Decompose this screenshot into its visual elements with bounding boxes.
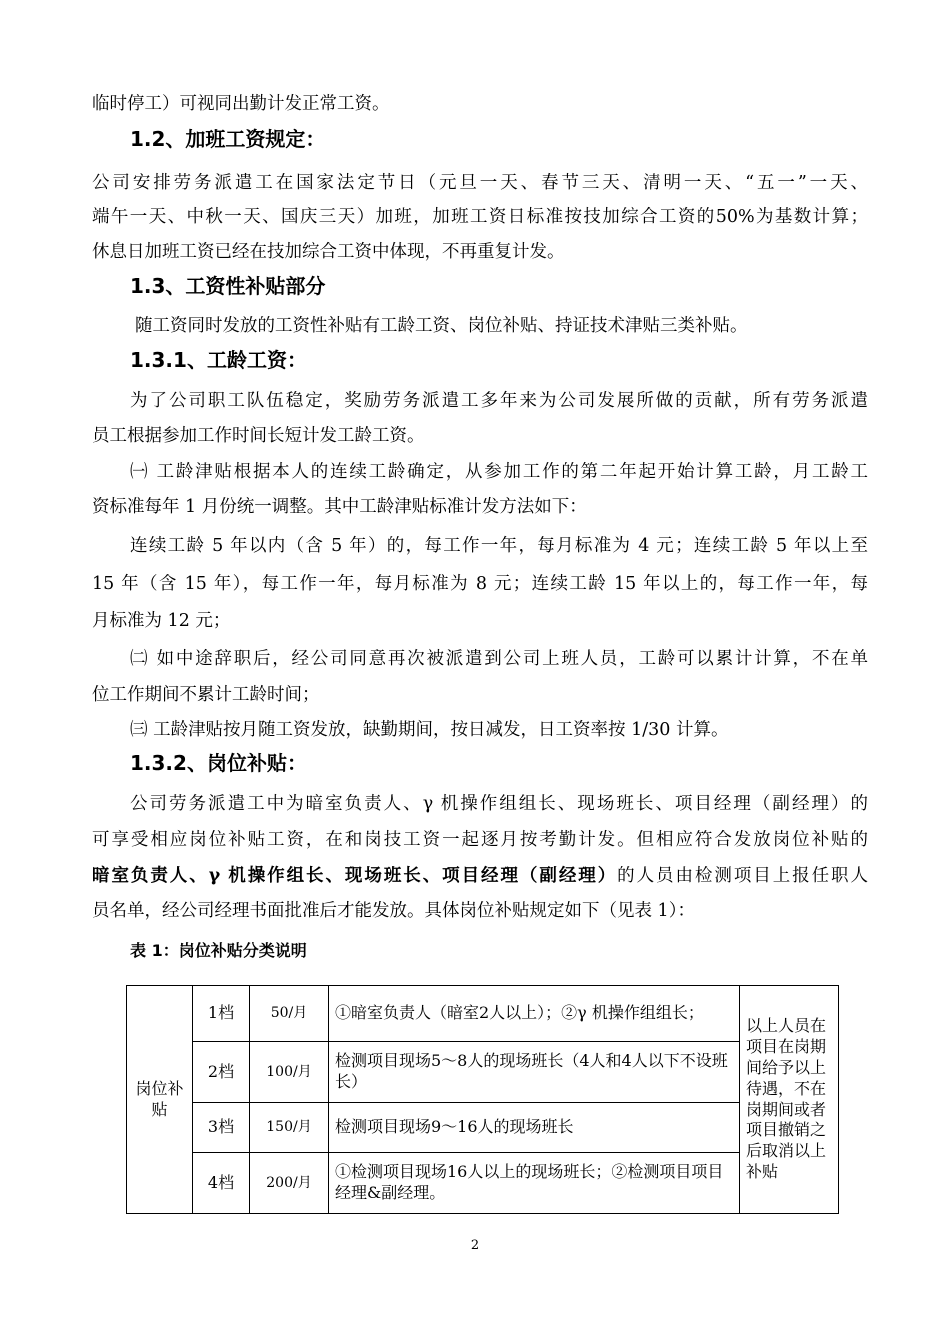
paragraph-line: 员工根据参加工作时间长短计发工龄工资。 <box>92 426 425 446</box>
paragraph-line: 为了公司职工队伍稳定，奖励劳务派遣工多年来为公司发展所做的贡献，所有劳务派遣 <box>130 391 868 411</box>
paragraph-line: 月标准为 12 元； <box>92 611 231 631</box>
heading-1-3: 1.3、工资性补贴部分 <box>130 274 326 298</box>
amount-cell: 200/月 <box>250 1153 329 1214</box>
level-cell: 4档 <box>193 1153 250 1214</box>
level-cell: 2档 <box>193 1042 250 1103</box>
table-row <box>127 1103 839 1153</box>
category-cell: 岗位补贴 <box>127 986 193 1214</box>
paragraph-line: 公司劳务派遣工中为暗室负责人、γ 机操作组组长、现场班长、项目经理（副经理）的 <box>130 794 868 814</box>
paragraph-text: 的人员由检测项目上报任职人 <box>617 866 868 886</box>
paragraph-line: ㈡ 如中途辞职后，经公司同意再次被派遣到公司上班人员，工龄可以累计计算，不在单 <box>130 649 868 669</box>
heading-1-2: 1.2、加班工资规定： <box>130 127 326 151</box>
table-row <box>127 1042 839 1103</box>
paragraph-line: 可享受相应岗位补贴工资，在和岗技工资一起逐月按考勤计发。但相应符合发放岗位补贴的 <box>92 830 868 850</box>
amount-cell: 50/月 <box>250 986 329 1042</box>
note-cell: 以上人员在项目在岗期间给予以上待遇，不在岗期间或者项目撤销之后取消以上补贴 <box>740 986 839 1214</box>
bold-role-list: 暗室负责人、γ 机操作组长、现场班长、项目经理（副经理） <box>92 866 618 886</box>
description-cell: ①暗室负责人（暗室2人以上）；②γ 机操作组组长； <box>329 986 740 1042</box>
level-cell: 1档 <box>193 986 250 1042</box>
amount-cell: 150/月 <box>250 1103 329 1153</box>
paragraph-line: 公司安排劳务派遣工在国家法定节日（元旦一天、春节三天、清明一天、“五一”一天、 <box>92 173 868 193</box>
table-row <box>127 1153 839 1214</box>
paragraph-line: ㈠ 工龄津贴根据本人的连续工龄确定，从参加工作的第二年起开始计算工龄，月工龄工 <box>130 462 868 482</box>
description-cell: 检测项目现场9～16人的现场班长 <box>329 1103 740 1153</box>
paragraph-line: 临时停工）可视同出勤计发正常工资。 <box>92 94 390 114</box>
allowance-table <box>126 985 839 1214</box>
paragraph-line: 随工资同时发放的工资性补贴有工龄工资、岗位补贴、持证技术津贴三类补贴。 <box>135 316 748 336</box>
page-number: 2 <box>470 1238 480 1253</box>
paragraph-line <box>92 868 868 886</box>
description-cell: 检测项目现场5～8人的现场班长（4人和4人以下不设班长） <box>329 1042 740 1103</box>
paragraph-line: 位工作期间不累计工龄时间； <box>92 685 320 705</box>
amount-cell: 100/月 <box>250 1042 329 1103</box>
table-caption: 表 1：岗位补贴分类说明 <box>130 941 307 960</box>
paragraph-line: 资标准每年 1 月份统一调整。其中工龄津贴标准计发方法如下： <box>92 497 587 517</box>
description-cell: ①检测项目现场16人以上的现场班长；②检测项目项目经理&副经理。 <box>329 1153 740 1214</box>
paragraph-line: 休息日加班工资已经在技加综合工资中体现，不再重复计发。 <box>92 242 565 262</box>
paragraph-line: 15 年（含 15 年），每工作一年，每月标准为 8 元；连续工龄 15 年以上的，每工作一年，每 <box>92 574 868 594</box>
paragraph-line: ㈢ 工龄津贴按月随工资发放，缺勤期间，按日减发，日工资率按 1/30 计算。 <box>130 720 729 740</box>
heading-1-3-1: 1.3.1、工龄工资： <box>130 348 307 372</box>
level-cell: 3档 <box>193 1103 250 1153</box>
table-row <box>127 986 839 1042</box>
heading-1-3-2: 1.3.2、岗位补贴： <box>130 751 307 775</box>
paragraph-line: 端午一天、中秋一天、国庆三天）加班，加班工资日标准按技加综合工资的50%为基数计算； <box>92 207 868 227</box>
paragraph-line: 员名单，经公司经理书面批准后才能发放。具体岗位补贴规定如下（见表 1）： <box>92 901 695 921</box>
paragraph-line: 连续工龄 5 年以内（含 5 年）的，每工作一年，每月标准为 4 元；连续工龄 5 年以上至 <box>130 536 868 556</box>
